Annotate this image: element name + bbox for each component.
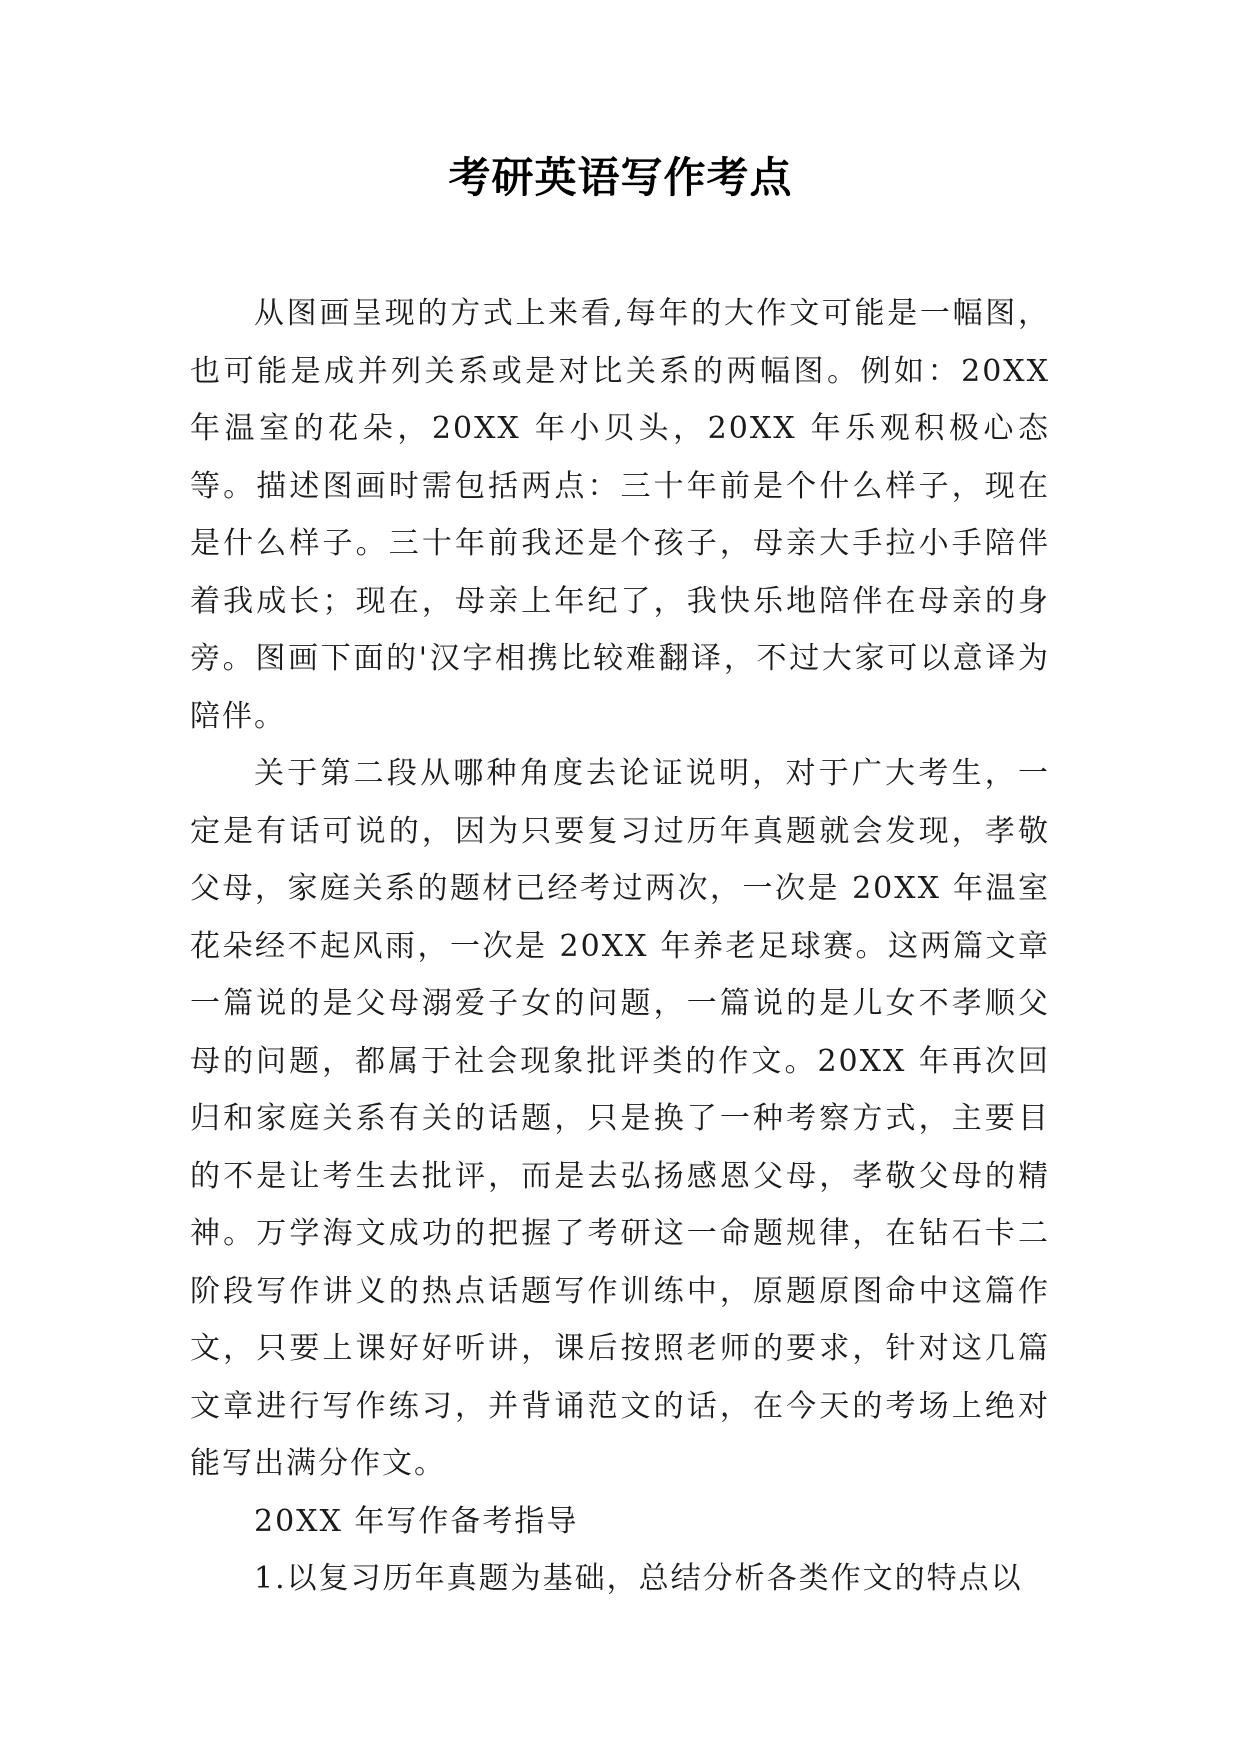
paragraph-1: 从图画呈现的方式上来看,每年的大作文可能是一幅图，也可能是成并列关系或是对比关系的两幅图。例如：20XX 年温室的花朵，20XX 年小贝头，20XX 年乐观积极心态等。描述图画时需包括两点：三十年前是个什么样子，现在是什么样子。三十年前我还是个孩子，母亲大手拉小手陪伴着我成长；现在，母亲上年纪了，我快乐地陪伴在母亲的身旁。图画下面的'汉字相携比较难翻译，不过大家可以意译为陪伴。 xyxy=(190,296,1050,734)
document-title: 考研英语写作考点 xyxy=(448,153,793,202)
section-heading: 20XX 年写作备考指导 xyxy=(254,1503,579,1539)
document-body xyxy=(190,285,1050,1608)
paragraph-3: 1.以复习历年真题为基础，总结分析各类作文的特点以 xyxy=(254,1561,1023,1596)
paragraph-2: 关于第二段从哪种角度去论证说明，对于广大考生，一定是有话可说的，因为只要复习过历年真题就会发现，孝敬父母，家庭关系的题材已经考过两次，一次是 20XX 年温室花朵经不起风雨，一次是 20XX 年养老足球赛。这两篇文章一篇说的是父母溺爱子女的问题，一篇说的是儿女不孝顺父母的问题，都属于社会现象批评类的作文。20XX 年再次回归和家庭关系有关的话题，只是换了一种考察方式，主要目的不是让考生去批评，而是去弘扬感恩父母，孝敬父母的精神。万学海文成功的把握了考研这一命题规律，在钻石卡二阶段写作讲义的热点话题写作训练中，原题原图命中这篇作文，只要上课好好听讲，课后按照老师的要求，针对这几篇文章进行写作练习，并背诵范文的话，在今天的考场上绝对能写出满分作文。 xyxy=(190,756,1050,1481)
